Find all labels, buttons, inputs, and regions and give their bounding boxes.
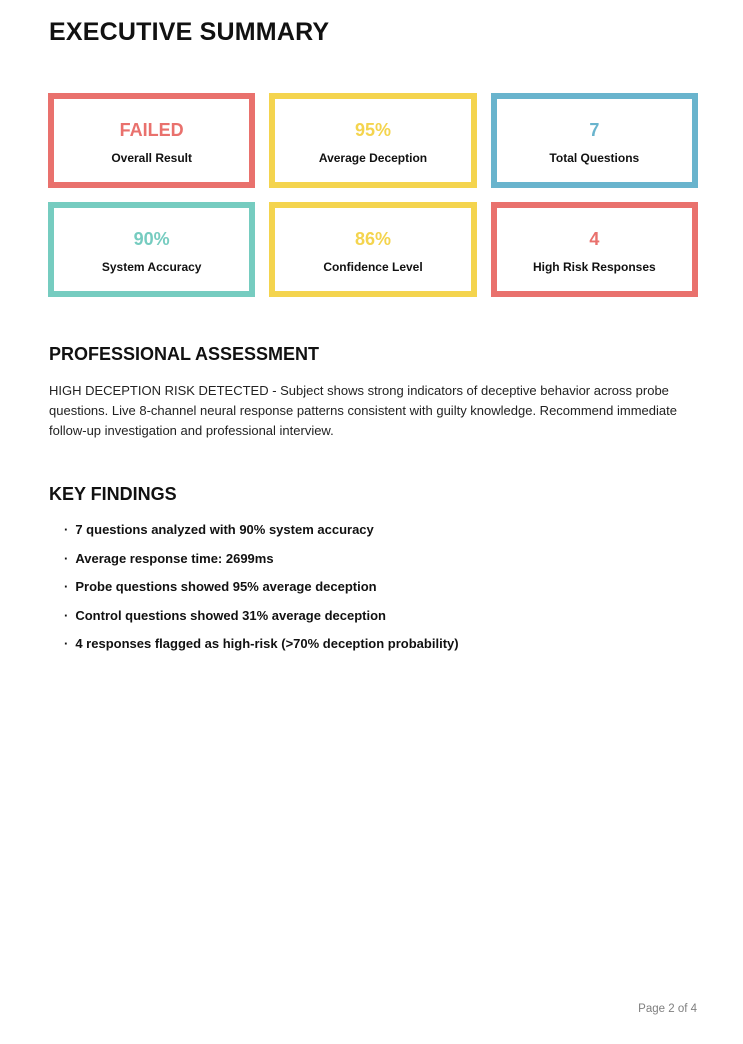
stat-card-system-accuracy xyxy=(48,202,255,297)
stat-card-total-questions xyxy=(491,93,698,188)
finding-text: Control questions showed 31% average deception xyxy=(75,607,386,623)
bullet-icon: · xyxy=(64,579,69,594)
assessment-heading: PROFESSIONAL ASSESSMENT xyxy=(49,344,320,364)
finding-item xyxy=(64,636,459,651)
findings-heading: KEY FINDINGS xyxy=(49,484,177,504)
finding-item xyxy=(64,608,459,623)
finding-text: Probe questions showed 95% average deception xyxy=(75,579,377,594)
stat-label: High Risk Responses xyxy=(532,260,656,274)
finding-item xyxy=(64,522,459,537)
stat-value: 4 xyxy=(589,229,600,249)
bullet-icon: · xyxy=(64,607,69,623)
stat-card-high-risk-responses xyxy=(491,202,698,297)
stat-value: 95% xyxy=(354,120,391,140)
stat-label: System Accuracy xyxy=(101,260,202,274)
assessment-body: HIGH DECEPTION RISK DETECTED - Subject shows strong indicators of deceptive behavior across probe questions. Live 8-channel neural response patterns consistent with guilty knowledge. Recommend immediate follow-up investigation and professional interview. xyxy=(49,383,677,438)
finding-item xyxy=(64,551,459,566)
page-title: EXECUTIVE SUMMARY xyxy=(49,18,330,46)
stat-label: Total Questions xyxy=(549,151,640,165)
stat-value: FAILED xyxy=(119,120,184,140)
finding-text: 4 responses flagged as high-risk (>70% deception probability) xyxy=(75,636,459,651)
stat-value: 90% xyxy=(133,229,170,249)
stat-card-confidence-level xyxy=(269,202,476,297)
stat-label: Confidence Level xyxy=(323,260,423,274)
bullet-icon: · xyxy=(64,636,69,651)
key-findings-list xyxy=(64,522,459,665)
stat-label: Overall Result xyxy=(111,151,193,165)
finding-text: Average response time: 2699ms xyxy=(75,550,274,566)
stat-value: 86% xyxy=(354,229,391,249)
stat-card-average-deception xyxy=(269,93,476,188)
finding-text: 7 questions analyzed with 90% system accuracy xyxy=(75,522,374,537)
page-number: Page 2 of 4 xyxy=(638,1003,697,1015)
bullet-icon: · xyxy=(64,550,69,566)
stat-card-overall-result xyxy=(48,93,255,188)
finding-item xyxy=(64,579,459,594)
bullet-icon: · xyxy=(64,522,69,537)
stat-cards-grid xyxy=(48,93,698,297)
stat-label: Average Deception xyxy=(318,151,428,165)
stat-value: 7 xyxy=(589,120,600,140)
